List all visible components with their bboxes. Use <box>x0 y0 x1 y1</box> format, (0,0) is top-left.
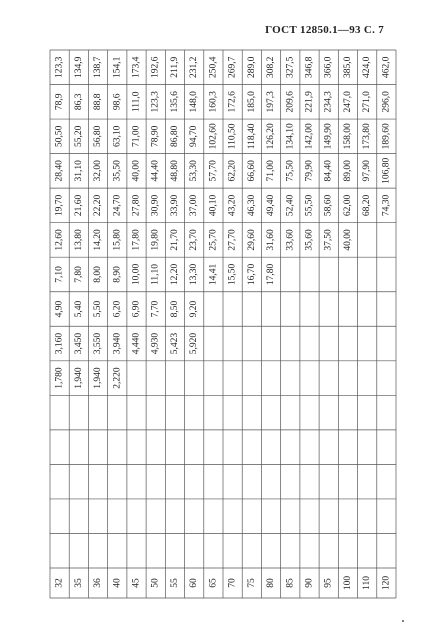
row-label: 95 <box>323 578 334 588</box>
table-cell: 21,70 <box>169 229 180 251</box>
scan-speck <box>402 620 404 622</box>
table-cell: 16,70 <box>246 263 257 286</box>
table-cell: 3,450 <box>73 332 84 355</box>
table-cell: 27,80 <box>131 194 142 217</box>
table-cell: 4,440 <box>131 332 142 355</box>
table-cell: 3,550 <box>93 332 104 355</box>
table-cell: 9,20 <box>189 300 200 318</box>
table-cell: 5,423 <box>169 332 180 355</box>
table-cell: 111,0 <box>131 91 142 113</box>
table-cell: 49,40 <box>266 194 277 217</box>
table-cell: 13,30 <box>189 263 200 286</box>
table-cell: 138,7 <box>93 56 104 78</box>
table-cell: 192,6 <box>150 56 161 78</box>
row-label: 80 <box>266 578 277 588</box>
table-cell: 62,00 <box>342 194 353 217</box>
table-cell: 62,20 <box>227 160 238 182</box>
table-cell: 12,20 <box>169 263 180 286</box>
table-cell: 271,0 <box>362 91 373 113</box>
table-cell: 149,90 <box>323 123 334 150</box>
table-cell: 110,50 <box>227 123 238 150</box>
table-cell: 84,40 <box>323 160 334 182</box>
table-cell: 29,60 <box>246 229 257 251</box>
table-cell: 40,00 <box>342 229 353 251</box>
table-cell: 6,90 <box>131 300 142 318</box>
table-cell: 53,30 <box>189 160 200 182</box>
table-cell: 308,2 <box>266 56 277 78</box>
table-cell: 24,70 <box>112 194 123 217</box>
row-label: 35 <box>73 578 84 588</box>
row-label: 45 <box>131 578 142 588</box>
table-cell: 123,3 <box>54 56 65 78</box>
table-cell: 13,80 <box>73 229 84 251</box>
table-cell: 33,60 <box>285 229 296 251</box>
table-cell: 462,0 <box>381 56 392 78</box>
table-cell: 5,50 <box>93 300 104 318</box>
table-cell: 296,0 <box>381 91 392 113</box>
row-label: 110 <box>362 576 373 590</box>
table-cell: 37,00 <box>189 194 200 217</box>
table-cell: 71,00 <box>266 160 277 182</box>
row-label: 120 <box>381 575 392 591</box>
table-cell: 15,50 <box>227 263 238 286</box>
table-cell: 8,00 <box>93 266 104 283</box>
row-label: 36 <box>93 578 104 588</box>
row-label: 32 <box>54 578 65 588</box>
table-cell: 7,70 <box>150 300 161 318</box>
row-label: 65 <box>208 578 219 588</box>
table-cell: 94,70 <box>189 125 200 148</box>
table-cell: 17,80 <box>131 229 142 251</box>
table-cell: 19,70 <box>54 194 65 217</box>
table-cell: 22,20 <box>93 194 104 217</box>
row-label: 90 <box>304 578 315 588</box>
table-cell: 98,6 <box>112 93 123 111</box>
table-cell: 33,90 <box>169 194 180 217</box>
table-cell: 14,41 <box>208 263 219 286</box>
table-cell: 5,40 <box>73 300 84 318</box>
table-cell: 56,80 <box>93 125 104 148</box>
table-cell: 55,20 <box>73 125 84 148</box>
table-cell: 102,60 <box>208 123 219 150</box>
table-cell: 30,90 <box>150 194 161 217</box>
table-cell: 35,50 <box>112 160 123 182</box>
table-cell: 7,80 <box>73 266 84 283</box>
table-cell: 4,90 <box>54 300 65 318</box>
table-cell: 1,940 <box>93 367 104 389</box>
row-label: 70 <box>227 578 238 588</box>
table-cell: 3,160 <box>54 332 65 355</box>
table-cell: 40,10 <box>208 194 219 217</box>
table-cell: 123,3 <box>150 91 161 113</box>
table-cell: 17,80 <box>266 263 277 286</box>
table-cell: 247,0 <box>342 91 353 113</box>
table-cell: 75,50 <box>285 160 296 182</box>
table-cell: 35,60 <box>304 229 315 251</box>
table-cell: 52,40 <box>285 194 296 217</box>
table-cell: 385,0 <box>342 56 353 78</box>
row-label: 85 <box>285 578 296 588</box>
table-cell: 148,0 <box>189 91 200 113</box>
table-cell: 134,9 <box>73 56 84 78</box>
table-cell: 50,50 <box>54 125 65 148</box>
table-cell: 71,00 <box>131 125 142 148</box>
table-cell: 185,0 <box>246 91 257 113</box>
table-cell: 27,70 <box>227 229 238 251</box>
row-label: 55 <box>169 578 180 588</box>
table-cell: 68,20 <box>362 194 373 217</box>
table-cell: 86,3 <box>73 93 84 111</box>
table-cell: 78,90 <box>150 125 161 148</box>
table-cell: 160,3 <box>208 91 219 113</box>
table-cell: 55,50 <box>304 194 315 217</box>
table-cell: 126,20 <box>266 123 277 150</box>
table-cell: 197,3 <box>266 91 277 113</box>
table-cell: 189,60 <box>381 123 392 150</box>
table-cell: 6,20 <box>112 300 123 318</box>
table-cell: 12,60 <box>54 229 65 251</box>
table-cell: 74,30 <box>381 194 392 217</box>
table-cell: 25,70 <box>208 229 219 251</box>
table-cell: 209,6 <box>285 91 296 113</box>
table-cell: 231,2 <box>189 56 200 78</box>
table-cell: 46,30 <box>246 194 257 217</box>
table-cell: 118,40 <box>246 123 257 150</box>
table-cell: 11,10 <box>150 263 161 285</box>
table-cell: 44,40 <box>150 160 161 182</box>
table-cell: 89,00 <box>342 160 353 182</box>
table-cell: 8,90 <box>112 266 123 283</box>
table-cell: 86,80 <box>169 125 180 148</box>
table-cell: 19,80 <box>150 229 161 251</box>
table-cell: 37,50 <box>323 229 334 251</box>
table-cell: 7,10 <box>54 266 65 283</box>
table-cell: 211,9 <box>169 56 180 78</box>
table-cell: 57,70 <box>208 160 219 182</box>
table-cell: 63,10 <box>112 125 123 148</box>
table-cell: 3,940 <box>112 332 123 355</box>
table-cell: 66,60 <box>246 160 257 182</box>
table-cell: 32,00 <box>93 160 104 182</box>
table-cell: 8,50 <box>169 300 180 318</box>
table-cell: 31,10 <box>73 160 84 182</box>
table-cell: 327,5 <box>285 56 296 78</box>
table-cell: 173,4 <box>131 56 142 78</box>
table-cell: 1,940 <box>73 367 84 389</box>
table-cell: 88,8 <box>93 93 104 111</box>
table-cell: 23,70 <box>189 229 200 251</box>
table-cell: 2,220 <box>112 367 123 389</box>
table-cell: 269,7 <box>227 56 238 78</box>
row-label: 50 <box>150 578 161 588</box>
table-cell: 97,90 <box>362 160 373 182</box>
table-cell: 289,0 <box>246 56 257 78</box>
table-cell: 48,80 <box>169 160 180 182</box>
table-cell: 234,3 <box>323 91 334 113</box>
row-label: 75 <box>246 578 257 588</box>
table-cell: 154,1 <box>112 56 123 78</box>
table-cell: 21,60 <box>73 194 84 217</box>
table-cell: 172,6 <box>227 91 238 113</box>
table-cell: 28,40 <box>54 160 65 182</box>
table-cell: 173,80 <box>362 123 373 150</box>
table-cell: 142,00 <box>304 123 315 150</box>
table-cell: 79,90 <box>304 160 315 182</box>
row-label: 40 <box>112 578 123 588</box>
table-cell: 346,8 <box>304 56 315 78</box>
table-cell: 366,0 <box>323 56 334 78</box>
row-label: 60 <box>189 578 200 588</box>
table-cell: 40,00 <box>131 160 142 182</box>
table-cell: 31,60 <box>266 229 277 251</box>
table-cell: 134,10 <box>285 123 296 150</box>
table-cell: 5,920 <box>189 332 200 355</box>
table-cell: 135,6 <box>169 91 180 113</box>
table-cell: 106,80 <box>381 157 392 184</box>
table-cell: 250,4 <box>208 56 219 78</box>
table-cell: 58,60 <box>323 194 334 217</box>
page-header: ГОСТ 12850.1—93 С. 7 <box>265 24 384 36</box>
table-cell: 4,930 <box>150 332 161 355</box>
table-cell: 78,9 <box>54 93 65 111</box>
table-cell: 221,9 <box>304 91 315 113</box>
table-cell: 10,00 <box>131 263 142 286</box>
table-cell: 1,780 <box>54 367 65 389</box>
table-cell: 43,20 <box>227 194 238 217</box>
table-cell: 14,20 <box>93 229 104 251</box>
table-cell: 158,00 <box>342 123 353 150</box>
table-cell: 15,80 <box>112 229 123 251</box>
row-label: 100 <box>342 575 353 591</box>
table-cell: 424,0 <box>362 56 373 78</box>
